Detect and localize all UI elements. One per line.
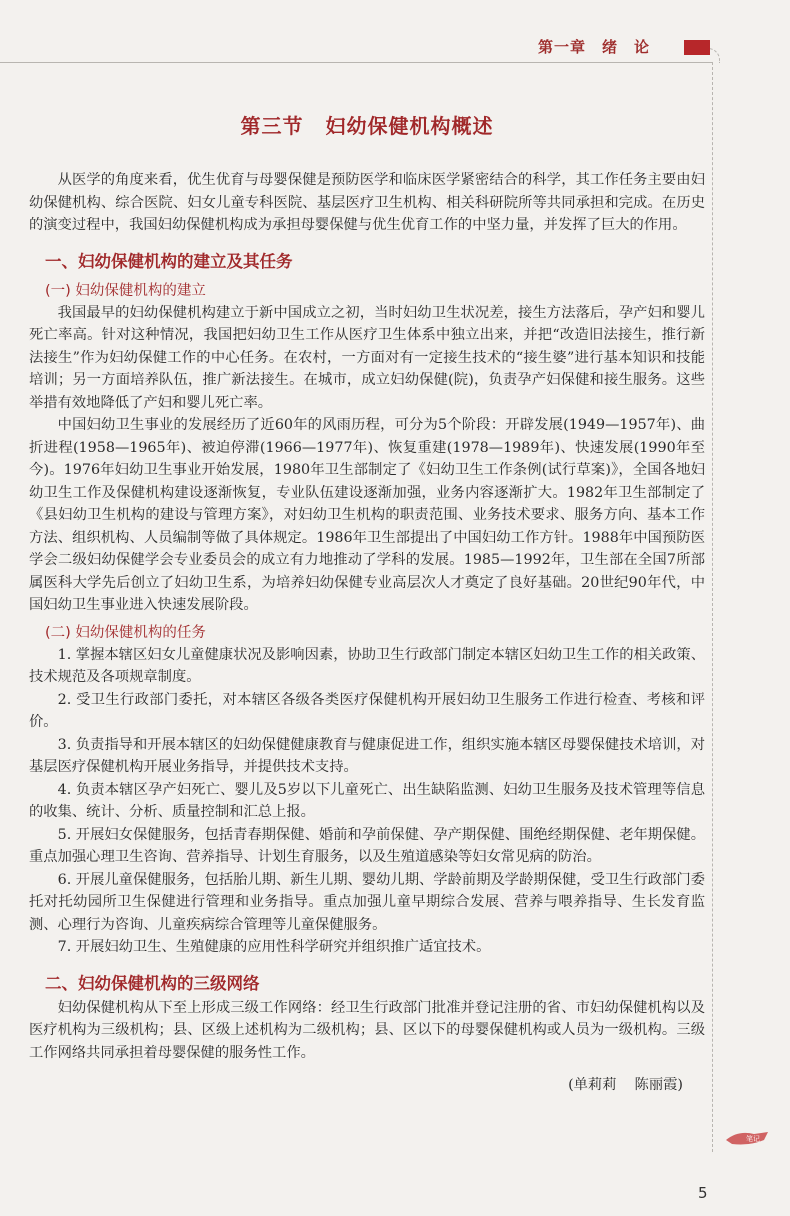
heading-part-1-sub-2: (二) 妇幼保健机构的任务 [45,624,206,641]
task-item-4: 4. 负责本辖区孕产妇死亡、婴儿及5岁以下儿童死亡、出生缺陷监测、妇幼卫生服务及技术管理等信息的收集、统计、分析、质量控制和汇总上报。 [29,781,705,820]
section-title [29,110,705,139]
notes-pencil-icon [724,1126,772,1150]
page-number: 5 [698,1184,708,1202]
heading-part-2: 二、妇幼保健机构的三级网络 [45,973,260,993]
heading-part-1-sub-1: (一) 妇幼保健机构的建立 [45,282,206,299]
heading-part-1: 一、妇幼保健机构的建立及其任务 [45,251,293,271]
notes-label: 笔记 [746,1135,760,1143]
author-1: 单莉莉 [573,1077,617,1093]
page-content [29,110,705,1096]
paragraph-establishment-1: 我国最早的妇幼保健机构建立于新中国成立之初，当时妇幼卫生状况差，接生方法落后，孕产妇和婴儿死亡率高。针对这种情况，我国把妇幼卫生工作从医疗卫生体系中独立出来，并把“改造旧法接生，推行新法接生”作为妇幼保健工作的中心任务。在农村，一方面对有一定接生技术的“接生婆”进行基本知识和技能培训；另一方面培养队伍，推广新法接生。在城市，成立妇幼保健(院)，负责孕产妇保健和接生服务。这些举措有效地降低了产妇和婴儿死亡率。 [29,304,705,411]
task-item-5: 5. 开展妇女保健服务，包括青春期保健、婚前和孕前保健、孕产期保健、围绝经期保健、老年期保健。重点加强心理卫生咨询、营养指导、计划生育服务，以及生殖道感染等妇女常见病的防治。 [29,826,705,865]
intro-paragraph: 从医学的角度来看，优生优育与母婴保健是预防医学和临床医学紧密结合的科学，其工作任务主要由妇幼保健机构、综合医院、妇女儿童专科医院、基层医疗卫生机构、相关科研院所等共同承担和完成。在历史的演变过程中，我国妇幼保健机构成为承担母婴保健与优生优育工作的中坚力量，并发挥了巨大的作用。 [29,172,705,233]
paragraph-establishment-2: 中国妇幼卫生事业的发展经历了近60年的风雨历程，可分为5个阶段：开辟发展(1949—1957年)、曲折进程(1958—1965年)、被迫停滞(1966—1977年)、恢复重建(1978—1989年)、快速发展(1990年至今)。1976年妇幼卫生事业开始发展，1980年卫生部制定了《妇幼卫生工作条例(试行草案)》，全国各地妇幼卫生工作及保健机构建设逐渐恢复，专业队伍建设逐渐加强，业务内容逐渐扩大。1982年卫生部制定了《县妇幼卫生机构的建设与管理方案》，对妇幼卫生机构的职责范围、业务技术要求、服务方向、基本工作方法、组织机构、人员编制等做了具体规定。1986年卫生部提出了中国妇幼工作方针。1988年中国预防医学会二级妇幼保健学会专业委员会的成立有力地推动了学科的发展。1985—1992年，卫生部在全国7所部属医科大学先后创立了妇幼卫生系，为培养妇幼保健专业高层次人才奠定了良好基础。20世纪90年代，中国妇幼卫生事业进入快速发展阶段。 [29,417,705,613]
task-item-6: 6. 开展儿童保健服务，包括胎儿期、新生儿期、婴幼儿期、学龄前期及学龄期保健，受卫生行政部门委托对托幼园所卫生保健进行管理和业务指导。重点加强儿童早期综合发展、营养与喂养指导、生长发育监测、心理行为咨询、儿童疾病综合管理等儿童保健服务。 [29,871,705,933]
task-item-7: 7. 开展妇幼卫生、生殖健康的应用性科学研究并组织推广适宜技术。 [57,939,491,955]
author-signature: (单莉莉 陈丽霞) [568,1077,683,1093]
header-rule [0,62,712,63]
margin-line [712,62,713,1152]
section-name: 妇幼保健机构概述 [325,114,494,138]
chapter-title-part-b: 论 [634,38,651,56]
chapter-number: 第一章 [538,38,587,56]
task-item-1: 1. 掌握本辖区妇女儿童健康状况及影响因素，协助卫生行政部门制定本辖区妇幼卫生工作的相关政策、技术规范及各项规章制度。 [29,646,705,685]
running-header [538,36,650,57]
chapter-title-part-a: 绪 [602,38,619,56]
chapter-marker-block [684,40,710,55]
task-item-3: 3. 负责指导和开展本辖区的妇幼保健健康教育与健康促进工作，组织实施本辖区母婴保健技术培训，对基层医疗保健机构开展业务指导，并提供技术支持。 [29,736,705,775]
paragraph-three-level-network: 妇幼保健机构从下至上形成三级工作网络：经卫生行政部门批准并登记注册的省、市妇幼保健机构以及医疗机构为三级机构；县、区级上述机构为二级机构；县、区以下的母婴保健机构或人员为一级机构。三级工作网络共同承担着母婴保健的服务性工作。 [29,999,705,1061]
author-2: 陈丽霞 [634,1077,678,1093]
section-number: 第三节 [240,114,304,138]
task-item-2: 2. 受卫生行政部门委托，对本辖区各级各类医疗保健机构开展妇幼卫生服务工作进行检查、考核和评价。 [29,691,705,730]
